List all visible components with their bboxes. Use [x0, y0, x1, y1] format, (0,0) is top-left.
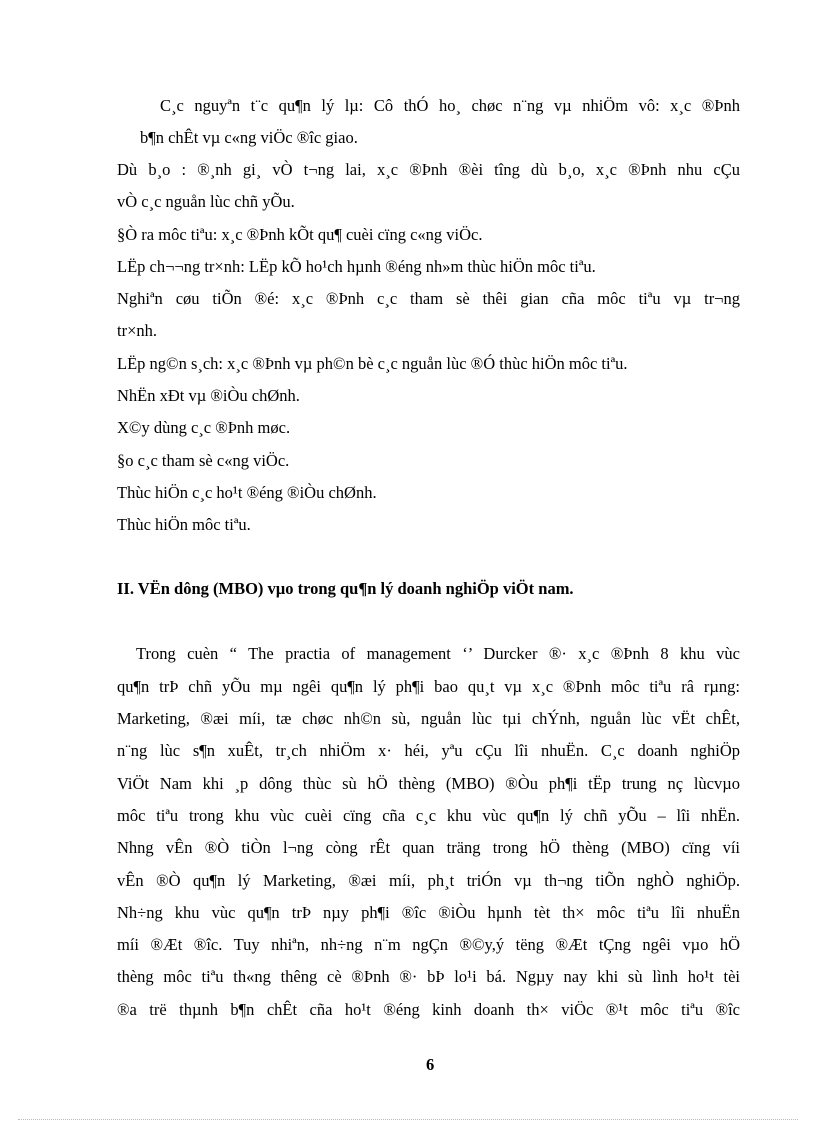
list-line: vÒ c¸c nguån lùc chñ yÕu.	[117, 192, 295, 211]
list-line: C¸c nguyªn t¨c qu¶n lý lµ: Cô thÓ ho¸ chøc n¨ng vµ nhiÖm vô: x¸c ®Þnh	[160, 96, 740, 115]
list-line: Thùc hiÖn c¸c ho¹t ®éng ®iÒu chØnh.	[117, 483, 377, 502]
list-line: Dù b¸o : ®¸nh gi¸ vÒ t¬ng lai, x¸c ®Þnh ®èi tîng dù b¸o, x¸c ®Þnh nhu cÇu	[117, 160, 740, 179]
paragraph-line: Marketing, ®æi míi, tæ chøc nh©n sù, nguån lùc tµi chÝnh, nguån lùc vËt chÊt,	[117, 709, 740, 728]
paragraph-line: míi ®Æt ®îc. Tuy nhiªn, nh÷ng n¨m ngÇn ®©y,ý tëng ®Æt tÇng ngêi vµo hÖ	[117, 935, 740, 954]
paragraph-line: thèng môc tiªu th«ng thêng cè ®Þnh ®· bÞ lo¹i bá. Ngµy nay khi sù lình ho¹t tèi	[117, 967, 740, 986]
footer-divider	[18, 1119, 798, 1120]
section-heading: II. VËn dông (MBO) vµo trong qu¶n lý doanh nghiÖp viÖt nam.	[117, 579, 574, 598]
paragraph-line: vÊn ®Ò qu¶n lý Marketing, ®æi míi, ph¸t triÓn vµ th¬ng tiÕn nghÒ nghiÖp.	[117, 871, 740, 890]
list-line: LËp ng©n s¸ch: x¸c ®Þnh vµ ph©n bè c¸c nguån lùc ®Ó thùc hiÖn môc tiªu.	[117, 354, 628, 373]
list-line: Thùc hiÖn môc tiªu.	[117, 515, 251, 534]
list-line: §o c¸c tham sè c«ng viÖc.	[117, 451, 290, 470]
list-line: b¶n chÊt vµ c«ng viÖc ®îc giao.	[140, 128, 358, 147]
paragraph-line: Trong cuèn “ The practia of management ‘’ Durcker ®· x¸c ®Þnh 8 khu vùc	[136, 644, 740, 663]
list-line: X©y dùng c¸c ®Þnh møc.	[117, 418, 291, 437]
list-line: NhËn xÐt vµ ®iÒu chØnh.	[117, 386, 300, 405]
paragraph-line: Nhng vÊn ®Ò tiÒn l¬ng còng rÊt quan träng trong hÖ thèng (MBO) cïng víi	[117, 838, 740, 857]
paragraph-line: Nh÷ng khu vùc qu¶n trÞ nµy ph¶i ®îc ®iÒu hµnh tèt th× môc tiªu lîi nhuËn	[117, 903, 740, 922]
list-line: tr×nh.	[117, 321, 158, 340]
paragraph-line: ®a trë thµnh b¶n chÊt cña ho¹t ®éng kinh doanh th× viÖc ®¹t môc tiªu ®îc	[117, 1000, 740, 1019]
paragraph-line: môc tiªu trong khu vùc cuèi cïng cña c¸c khu vùc qu¶n lý chñ yÕu – lîi nhËn.	[117, 806, 740, 825]
paragraph-line: qu¶n trÞ chñ yÕu mµ ngêi qu¶n lý ph¶i bao qu¸t vµ x¸c ®Þnh môc tiªu râ rµng:	[117, 677, 740, 696]
list-line: Nghiªn cøu tiÕn ®é: x¸c ®Þnh c¸c tham sè thêi gian cña môc tiªu vµ tr¬ng	[117, 289, 740, 308]
paragraph-line: ViÖt Nam khi ¸p dông thùc sù hÖ thèng (MBO) ®Òu ph¶i tËp trung nç lùcvµo	[117, 774, 740, 793]
list-line: LËp ch¬¬ng tr×nh: LËp kÕ ho¹ch hµnh ®éng nh»m thùc hiÖn môc tiªu.	[117, 257, 596, 276]
list-line: §Ò ra môc tiªu: x¸c ®Þnh kÕt qu¶ cuèi cïng c«ng viÖc.	[117, 225, 483, 244]
paragraph-line: n¨ng lùc s¶n xuÊt, tr¸ch nhiÖm x· héi, yªu cÇu lîi nhuËn. C¸c doanh nghiÖp	[117, 741, 740, 760]
page-number: 6	[426, 1055, 435, 1074]
